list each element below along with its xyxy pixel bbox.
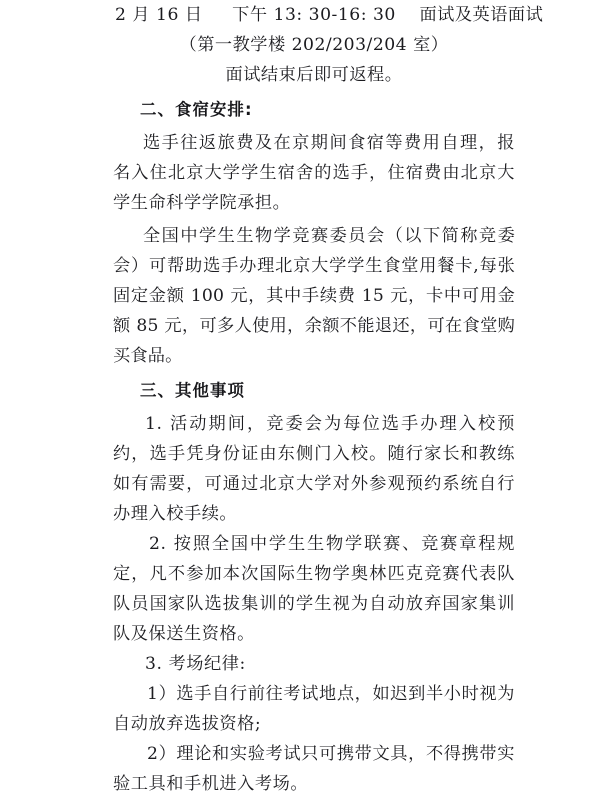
paragraph-meal-card: 全国中学生生物学竞赛委员会（以下简称竞委会）可帮助选手办理北京大学学生食堂用餐卡,每张固定金额 100 元，其中手续费 15 元，卡中可用金额 85 元，可多人使用，余额不能退还，可在食堂购买食品。 <box>113 226 515 366</box>
schedule-line-interview-time: 2 月 16 日 下午 13: 30-16: 30 面试及英语面试 <box>115 5 544 25</box>
list-item-exam-discipline-1: 1）选手自行前往考试地点，如迟到半小时视为自动放弃选拔资格; <box>113 684 515 734</box>
paragraph-travel-and-lodging-cost: 选手往返旅费及在京期间食宿等费用自理，报名入住北京大学学生宿舍的选手，住宿费由北京大学生命科学学院承担。 <box>113 133 515 213</box>
schedule-line-venue: （第一教学楼 202/203/204 室） <box>179 35 449 55</box>
list-item-campus-entry-reservation: 1. 活动期间，竞委会为每位选手办理入校预约，选手凭身份证由东侧门入校。随行家长和教练如有需要，可通过北京大学对外参观预约系统自行办理入校手续。 <box>113 414 515 524</box>
list-item-national-team-rules: 2. 按照全国中学生生物学联赛、竞赛章程规定，凡不参加本次国际生物学奥林匹克竞赛代表队队员国家队选拔集训的学生视为自动放弃国家集训队及保送生资格。 <box>113 534 515 644</box>
document-body <box>113 0 544 799</box>
section-heading-other-matters: 三、其他事项 <box>140 381 245 400</box>
list-item-exam-discipline-2: 2）理论和实验考试只可携带文具，不得携带实验工具和手机进入考场。 <box>113 744 515 794</box>
section-heading-accommodation: 二、食宿安排: <box>140 100 253 119</box>
list-item-exam-discipline-heading: 3. 考场纪律: <box>145 654 246 674</box>
schedule-line-departure-note: 面试结束后即可返程。 <box>225 65 403 85</box>
